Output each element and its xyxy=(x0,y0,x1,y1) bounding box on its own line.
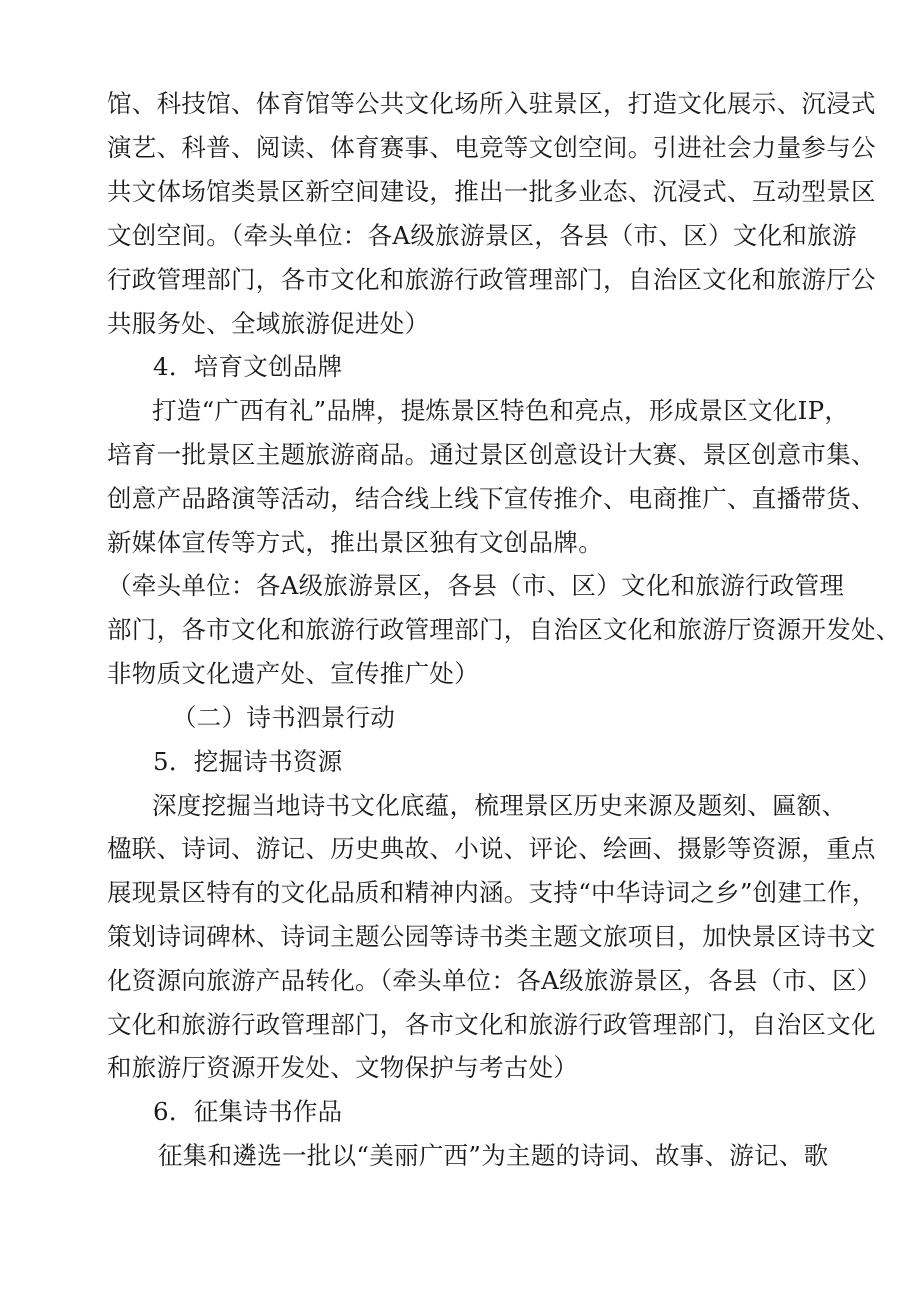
text-line: 培育一批景区主题旅游商品。通过景区创意设计大赛、景区创意市集、 xyxy=(107,440,876,469)
section-heading: 4．培育文创品牌 xyxy=(153,352,343,381)
text-line: 新媒体宣传等方式，推出景区独有文创品牌。 xyxy=(107,528,603,557)
text-line: 馆、科技馆、体育馆等公共文化场所入驻景区，打造文化展示、沉浸式 xyxy=(107,89,876,118)
text-line: 征集和遴选一批以“美丽广西”为主题的诗词、故事、游记、歌 xyxy=(158,1141,829,1170)
text-line: 展现景区特有的文化品质和精神内涵。支持“中华诗词之乡”创建工作， xyxy=(107,878,877,907)
text-line: 非物质文化遗产处、宣传推广处） xyxy=(107,659,479,688)
text-line: 深度挖掘当地诗书文化底蕴，梳理景区历史来源及题刻、匾额、 xyxy=(152,791,847,820)
section-heading: 6．征集诗书作品 xyxy=(153,1097,343,1126)
text-line: 行政管理部门，各市文化和旅游行政管理部门，自治区文化和旅游厅公 xyxy=(107,265,876,294)
text-line: （牵头单位：各A级旅游景区，各县（市、区）文化和旅游行政管理 xyxy=(107,571,845,600)
text-line: 共服务处、全域旅游促进处） xyxy=(107,309,430,338)
text-line: 化资源向旅游产品转化。（牵头单位：各A级旅游景区，各县（市、区） xyxy=(107,966,882,995)
text-line: 和旅游厅资源开发处、文物保护与考古处） xyxy=(107,1053,579,1082)
text-line: 部门，各市文化和旅游行政管理部门，自治区文化和旅游厅资源开发处、 xyxy=(107,615,901,644)
section-heading: 5．挖掘诗书资源 xyxy=(153,747,343,776)
text-line: 打造“广西有礼”品牌，提炼景区特色和亮点，形成景区文化IP， xyxy=(152,396,850,425)
text-line: 策划诗词碑林、诗词主题公园等诗书类主题文旅项目，加快景区诗书文 xyxy=(107,922,876,951)
text-line: 演艺、科普、阅读、体育赛事、电竞等文创空间。引进社会力量参与公 xyxy=(107,133,876,162)
text-line: 创意产品路演等活动，结合线上线下宣传推介、电商推广、直播带货、 xyxy=(107,484,876,513)
text-line: 共文体场馆类景区新空间建设，推出一批多业态、沉浸式、互动型景区 xyxy=(107,177,876,206)
chapter-heading: （二）诗书泗景行动 xyxy=(172,703,396,732)
text-line: 楹联、诗词、游记、历史典故、小说、评论、绘画、摄影等资源，重点 xyxy=(107,834,876,863)
text-line: 文化和旅游行政管理部门，各市文化和旅游行政管理部门，自治区文化 xyxy=(107,1010,876,1039)
text-line: 文创空间。（牵头单位：各A级旅游景区，各县（市、区）文化和旅游 xyxy=(107,221,857,250)
